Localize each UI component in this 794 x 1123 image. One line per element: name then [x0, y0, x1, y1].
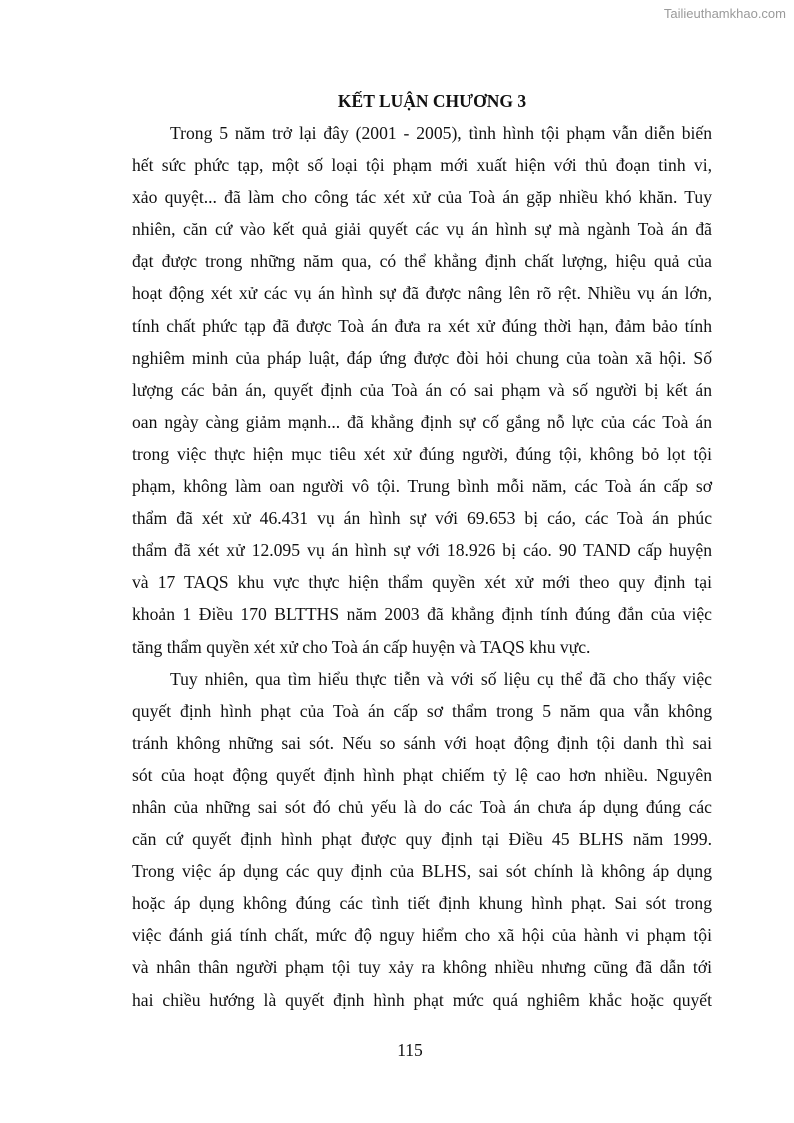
text-line: và nhân thân người phạm tội tuy xảy ra không nhiều nhưng cũng đã dẫn tới [132, 957, 712, 978]
text-line: nghiêm minh của pháp luật, đáp ứng được đòi hỏi chung của toàn xã hội. Số [132, 347, 712, 368]
text-line: và 17 TAQS khu vực thực hiện thẩm quyền xét xử mới theo quy định tại [132, 572, 712, 593]
paragraph-2 [132, 663, 712, 1016]
text-line: Trong 5 năm trở lại đây (2001 - 2005), tình hình tội phạm vẫn diễn biến [170, 123, 712, 143]
text-line: hai chiều hướng là quyết định hình phạt mức quá nghiêm khắc hoặc quyết [132, 989, 712, 1010]
text-line: nhiên, căn cứ vào kết quả giải quyết các vụ án hình sự mà ngành Toà án đã [132, 219, 712, 240]
text-line: trong việc thực hiện mục tiêu xét xử đúng người, đúng tội, không bỏ lọt tội [132, 443, 712, 464]
text-line: thẩm đã xét xử 12.095 vụ án hình sự với 18.926 bị cáo. 90 TAND cấp huyện [132, 540, 712, 561]
text-line: tính chất phức tạp đã được Toà án đưa ra xét xử đúng thời hạn, đảm bảo tính [132, 315, 712, 336]
text-line: đạt được trong những năm qua, có thể khẳng định chất lượng, hiệu quả của [132, 251, 712, 272]
paragraph-1 [132, 117, 712, 663]
text-line: hoặc áp dụng không đúng các tình tiết định khung hình phạt. Sai sót trong [132, 893, 712, 914]
chapter-conclusion-title: KẾT LUẬN CHƯƠNG 3 [337, 91, 527, 111]
text-line: xảo quyệt... đã làm cho công tác xét xử của Toà án gặp nhiều khó khăn. Tuy [132, 187, 712, 208]
text-line: thẩm đã xét xử 46.431 vụ án hình sự với 69.653 bị cáo, các Toà án phúc [132, 508, 712, 529]
text-line: oan ngày càng giảm mạnh... đã khẳng định sự cố gắng nỗ lực của các Toà án [132, 411, 712, 432]
document-body [132, 117, 712, 1016]
text-line: căn cứ quyết định hình phạt được quy định tại Điều 45 BLHS năm 1999. [132, 829, 712, 850]
text-line: việc đánh giá tính chất, mức độ nguy hiểm cho xã hội của hành vi phạm tội [132, 925, 712, 946]
text-line: phạm, không làm oan người vô tội. Trung bình mỗi năm, các Toà án cấp sơ [132, 476, 712, 497]
text-line: khoản 1 Điều 170 BLTTHS năm 2003 đã khẳng định tính đúng đắn của việc [132, 604, 712, 625]
text-line: lượng các bản án, quyết định của Toà án có sai phạm và số người bị kết án [132, 379, 712, 400]
text-line: Trong việc áp dụng các quy định của BLHS, sai sót chính là không áp dụng [132, 861, 712, 882]
text-line: tránh không những sai sót. Nếu so sánh với hoạt động định tội danh thì sai [132, 732, 712, 753]
text-line: hết sức phức tạp, một số loại tội phạm mới xuất hiện với thủ đoạn tinh vi, [132, 155, 712, 176]
text-line: hoạt động xét xử các vụ án hình sự đã được nâng lên rõ rệt. Nhiều vụ án lớn, [132, 283, 712, 304]
text-line: sót của hoạt động quyết định hình phạt chiếm tỷ lệ cao hơn nhiều. Nguyên [132, 764, 712, 785]
page-number: 115 [397, 1040, 423, 1060]
text-line: quyết định hình phạt của Toà án cấp sơ thẩm trong 5 năm qua vẫn không [132, 700, 712, 721]
text-line: Tuy nhiên, qua tìm hiểu thực tiễn và với số liệu cụ thể đã cho thấy việc [170, 668, 712, 689]
watermark: Tailieuthamkhao.com [663, 6, 786, 21]
text-line: tăng thẩm quyền xét xử cho Toà án cấp huyện và TAQS khu vực. [132, 636, 591, 657]
text-line: nhân của những sai sót đó chủ yếu là do các Toà án chưa áp dụng đúng các [132, 796, 712, 817]
